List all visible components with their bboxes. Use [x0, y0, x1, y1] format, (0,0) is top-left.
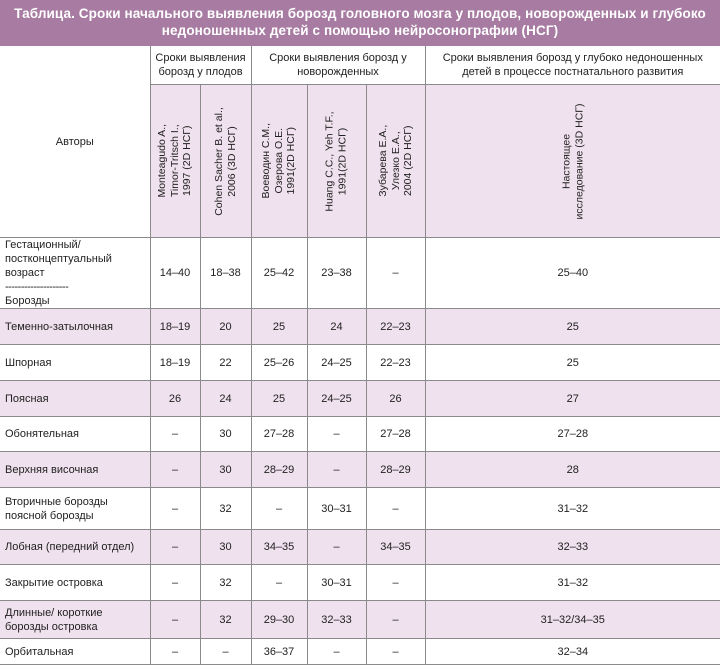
sulcus-label: Теменно-затылочная	[0, 309, 150, 345]
table-row	[0, 417, 720, 452]
table-row	[0, 309, 720, 345]
table-cell: 27–28	[366, 417, 425, 452]
sulcus-label: Обонятельная	[0, 417, 150, 452]
table-row	[0, 452, 720, 488]
table-cell: –	[366, 639, 425, 665]
gestation-value: 25–40	[425, 238, 720, 309]
gestation-value: 14–40	[150, 238, 200, 309]
table-cell: –	[251, 565, 307, 601]
author-name: Cohen Sacher B. et al., 2006 (3D НСГ)	[213, 106, 238, 216]
table-cell: 24	[200, 381, 251, 417]
author-name: Воеводин С.М., Озерова О.Е. 1991(2D НСГ)	[260, 123, 298, 199]
table-cell: 25	[425, 345, 720, 381]
author-header	[425, 85, 720, 238]
author-header	[251, 85, 307, 238]
table-cell: 25	[251, 381, 307, 417]
table-cell: 26	[150, 381, 200, 417]
author-name: Huang C.C., Yeh T.F., 1991(2D НСГ)	[324, 110, 349, 212]
table-cell: –	[150, 601, 200, 639]
table-cell: 24–25	[307, 345, 366, 381]
table-cell: 28	[425, 452, 720, 488]
table-row	[0, 488, 720, 530]
table-cell: 32	[200, 565, 251, 601]
table-cell: 30	[200, 417, 251, 452]
table-cell: –	[366, 565, 425, 601]
group-newborn-header: Сроки выявления борозд у новорожденных	[251, 46, 425, 85]
gestation-separator: --------------------	[5, 281, 69, 293]
sulcus-label: Вторичные борозды поясной борозды	[0, 488, 150, 530]
gestation-value: 23–38	[307, 238, 366, 309]
table-cell: 22–23	[366, 309, 425, 345]
table-row	[0, 639, 720, 665]
gestation-label-line: Гестационный/	[5, 239, 81, 251]
sulcus-label: Закрытие островка	[0, 565, 150, 601]
table-cell: 30	[200, 530, 251, 565]
table-cell: –	[366, 601, 425, 639]
gestation-label-line: постконцептуальный	[5, 253, 112, 265]
sulcus-label: Орбитальная	[0, 639, 150, 665]
sulcus-label: Верхняя височная	[0, 452, 150, 488]
table-cell: 25	[425, 309, 720, 345]
table-cell: 20	[200, 309, 251, 345]
author-name: Настоящее исследование (3D НСГ)	[560, 103, 585, 219]
table-cell: 30–31	[307, 565, 366, 601]
sulcus-label: Длинные/ короткие борозды островка	[0, 601, 150, 639]
author-header	[200, 85, 251, 238]
table-cell: 22–23	[366, 345, 425, 381]
gestation-label-line: возраст	[5, 267, 45, 279]
table-cell: 28–29	[366, 452, 425, 488]
table-cell: 31–32	[425, 565, 720, 601]
table-cell: 26	[366, 381, 425, 417]
table-cell: 24	[307, 309, 366, 345]
table-cell: 18–19	[150, 309, 200, 345]
table-cell: 27–28	[251, 417, 307, 452]
table-cell: –	[150, 565, 200, 601]
table-row	[0, 601, 720, 639]
gestation-value: 18–38	[200, 238, 251, 309]
table-cell: 28–29	[251, 452, 307, 488]
authors-header: Авторы	[0, 46, 150, 238]
gestation-label	[0, 238, 150, 309]
sulcus-label: Поясная	[0, 381, 150, 417]
table-cell: 22	[200, 345, 251, 381]
table-cell: 24–25	[307, 381, 366, 417]
group-fetus-header: Сроки выявления борозд у плодов	[150, 46, 251, 85]
table-cell: –	[307, 417, 366, 452]
data-rows	[0, 309, 720, 665]
table-cell: 31–32/34–35	[425, 601, 720, 639]
table-cell: 34–35	[251, 530, 307, 565]
table-cell: 30–31	[307, 488, 366, 530]
gestation-value: –	[366, 238, 425, 309]
table-cell: 27	[425, 381, 720, 417]
table-row	[0, 345, 720, 381]
table-cell: –	[150, 488, 200, 530]
table-cell: 31–32	[425, 488, 720, 530]
table-cell: 18–19	[150, 345, 200, 381]
table-cell: –	[200, 639, 251, 665]
table-cell: –	[150, 417, 200, 452]
sulci-table	[0, 46, 720, 665]
table-title-line1: Таблица. Сроки начального выявления борозд головного мозга у плодов, новорожденных и глубоко	[14, 6, 706, 21]
sulci-label: Борозды	[5, 295, 50, 307]
table-row	[0, 565, 720, 601]
sulcus-label: Шпорная	[0, 345, 150, 381]
group-preterm-header: Сроки выявления борозд у глубоко недоношенных детей в процессе постнатального развития	[425, 46, 720, 85]
table-cell: –	[307, 639, 366, 665]
table-cell: –	[150, 530, 200, 565]
table-cell: 32	[200, 601, 251, 639]
table-cell: 36–37	[251, 639, 307, 665]
table-cell: 25–26	[251, 345, 307, 381]
table-title	[0, 0, 720, 46]
author-header	[366, 85, 425, 238]
table-cell: 32–33	[425, 530, 720, 565]
table-cell: 27–28	[425, 417, 720, 452]
gestation-value: 25–42	[251, 238, 307, 309]
author-header	[307, 85, 366, 238]
table-row	[0, 530, 720, 565]
table-cell: –	[150, 639, 200, 665]
table-cell: –	[307, 452, 366, 488]
table-cell: 32–34	[425, 639, 720, 665]
table-cell: –	[307, 530, 366, 565]
table-cell: –	[366, 488, 425, 530]
author-name: Monteagudo A., Timor-Tritsch I., 1997 (2D НСГ)	[156, 124, 194, 198]
table-cell: –	[150, 452, 200, 488]
table-cell: 32	[200, 488, 251, 530]
author-name: Зубарева Е.А., Улезко Е.А., 2004 (2D НСГ)	[376, 125, 414, 197]
table-cell: 32–33	[307, 601, 366, 639]
sulcus-label: Лобная (передний отдел)	[0, 530, 150, 565]
table-row	[0, 381, 720, 417]
author-header	[150, 85, 200, 238]
table-cell: 34–35	[366, 530, 425, 565]
table-cell: 30	[200, 452, 251, 488]
table-title-line2: недоношенных детей с помощью нейросонографии (НСГ)	[161, 23, 559, 38]
table-cell: 29–30	[251, 601, 307, 639]
table-cell: 25	[251, 309, 307, 345]
table-cell: –	[251, 488, 307, 530]
